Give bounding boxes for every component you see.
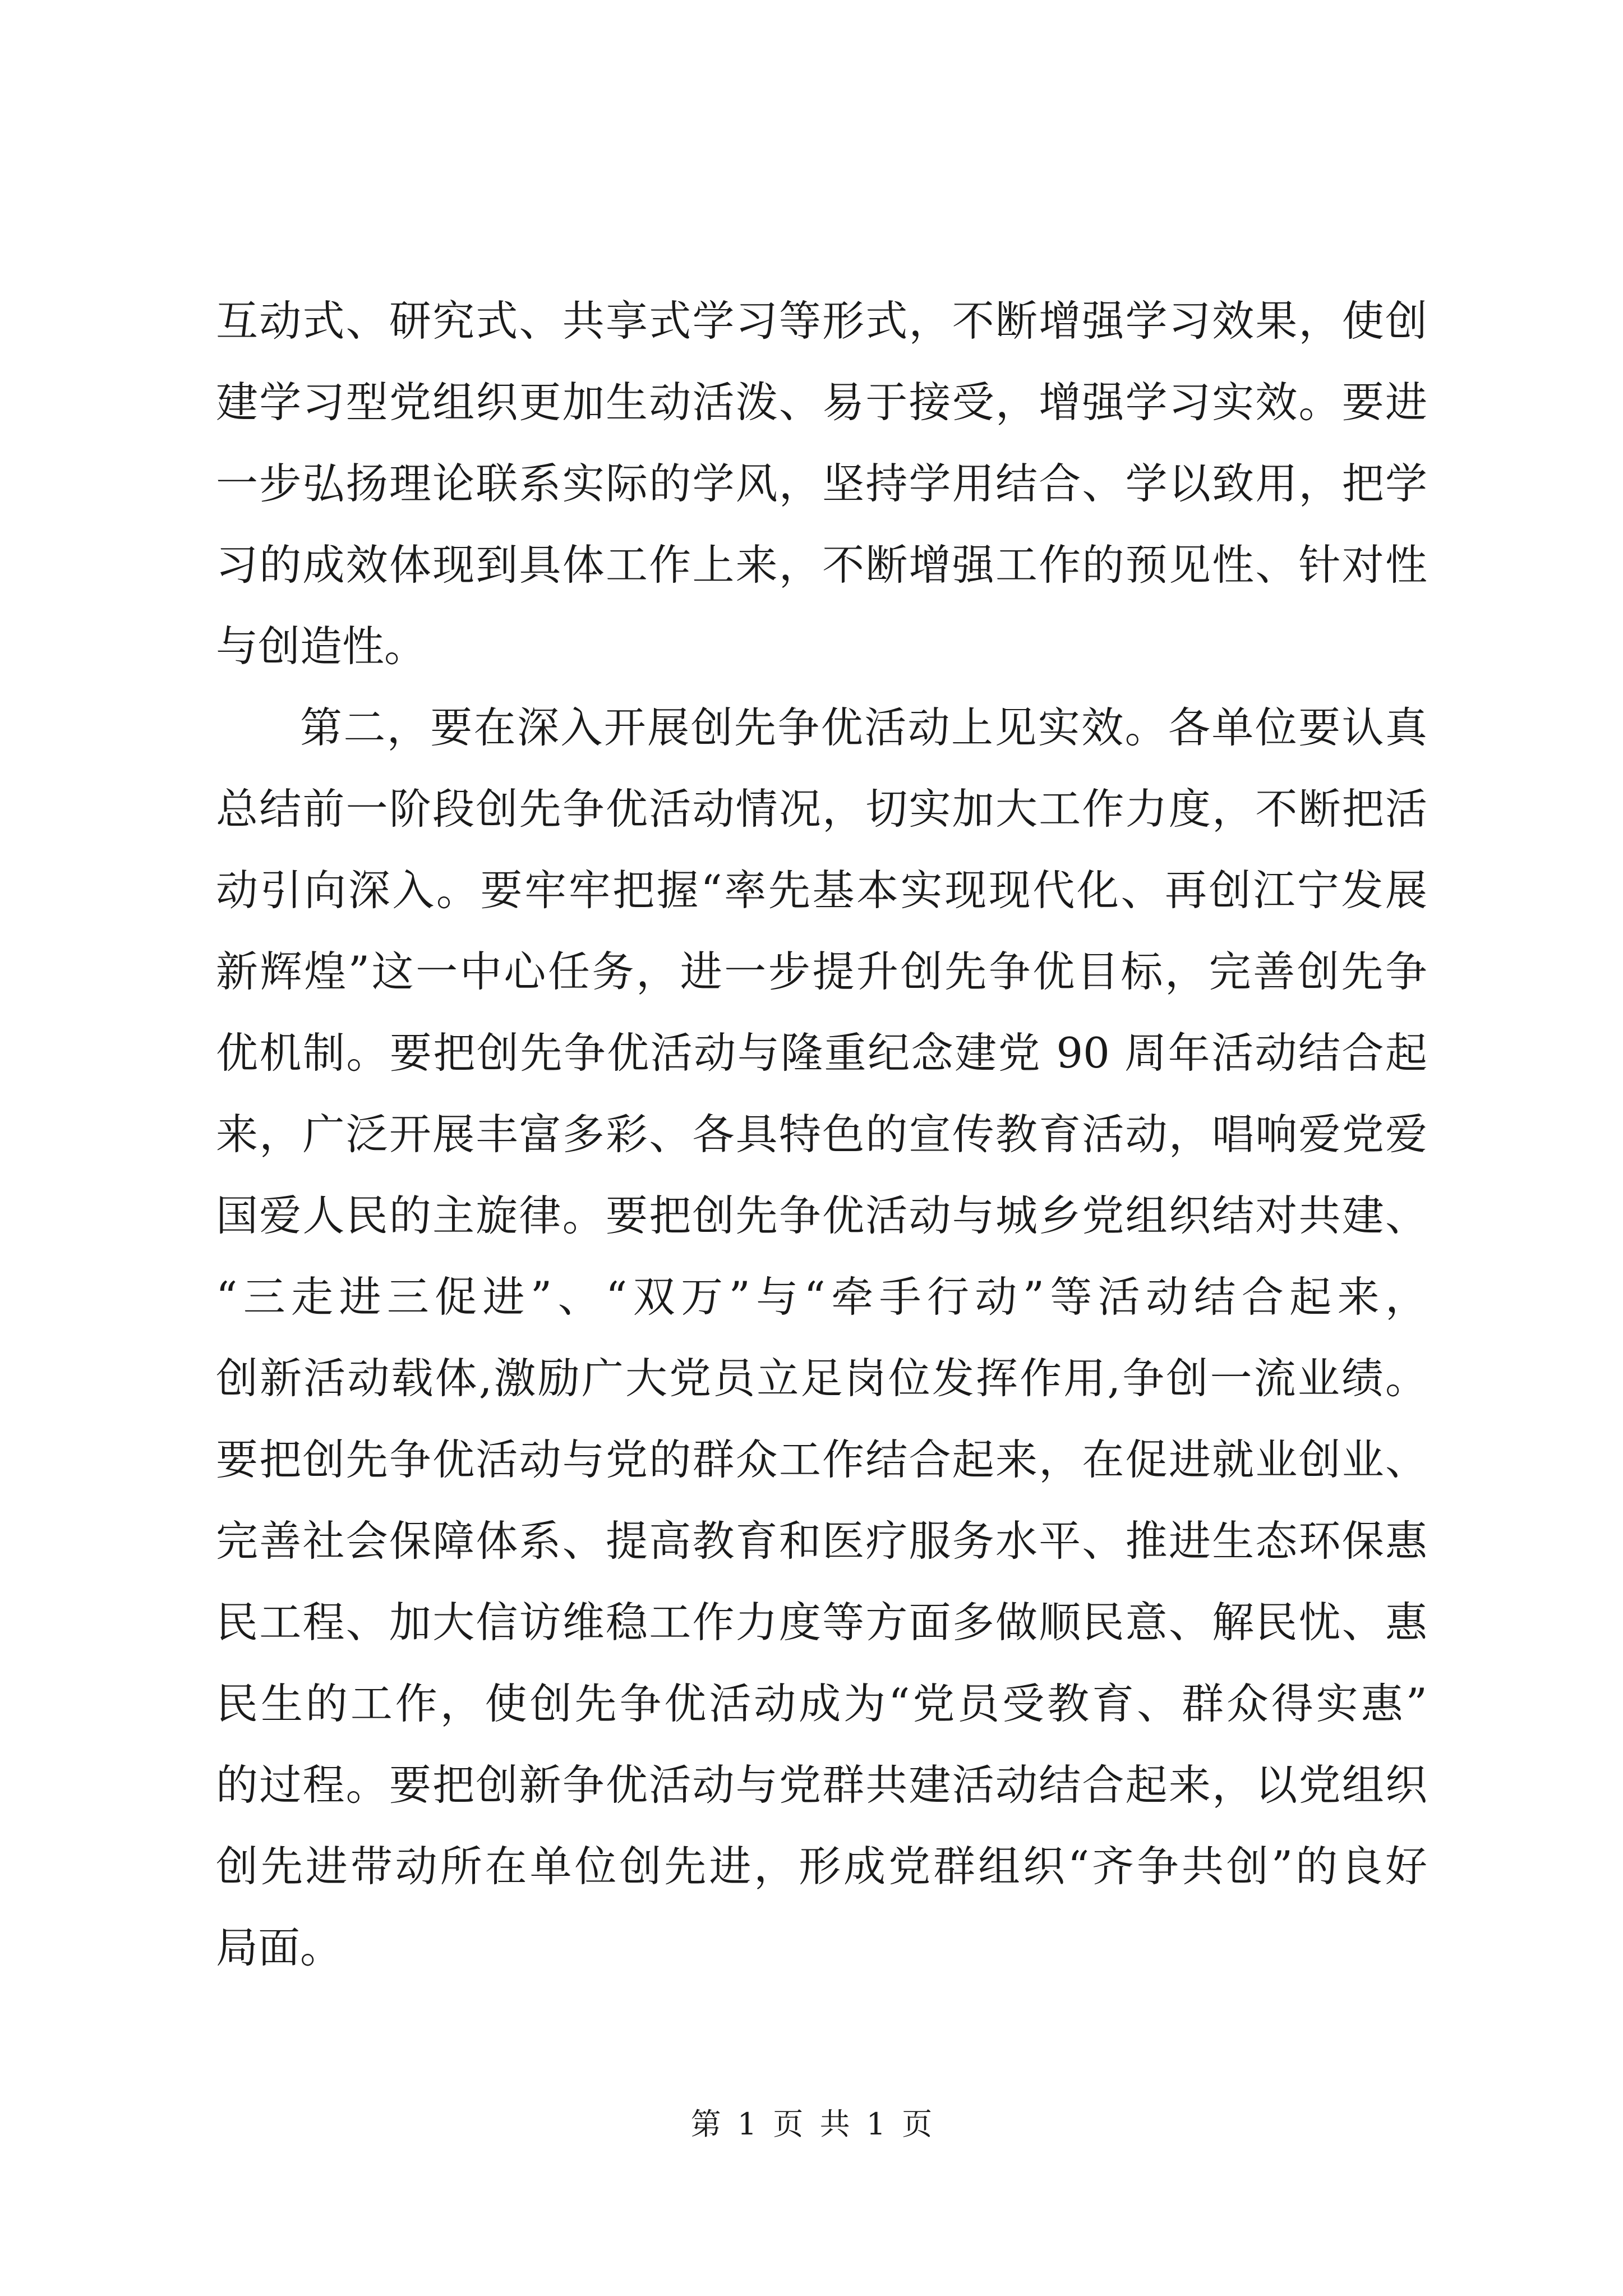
text-line: 民生的工作，使创先争优活动成为“党员受教育、群众得实惠” bbox=[216, 1679, 1427, 1728]
text-line: 第二，要在深入开展创先争优活动上见实效。各单位要认真 bbox=[300, 703, 1427, 752]
paragraph bbox=[216, 687, 1427, 1989]
text-line: 建学习型党组织更加生动活泼、易于接受，增强学习实效。要进 bbox=[216, 378, 1427, 427]
page-footer: 第 1 页 共 1 页 bbox=[690, 2106, 933, 2142]
text-line: 创新活动载体,激励广大党员立足岗位发挥作用,争创一流业绩。 bbox=[216, 1354, 1427, 1403]
text-line: 优机制。要把创先争优活动与隆重纪念建党 90 周年活动结合起 bbox=[216, 1028, 1427, 1078]
text-line: 局面。 bbox=[216, 1923, 343, 1972]
text-line: 来，广泛开展丰富多彩、各具特色的宣传教育活动，唱响爱党爱 bbox=[216, 1110, 1427, 1159]
text-line: 民工程、加大信访维稳工作力度等方面多做顺民意、解民忧、惠 bbox=[216, 1598, 1427, 1647]
text-line: 的过程。要把创新争优活动与党群共建活动结合起来，以党组织 bbox=[216, 1760, 1427, 1810]
text-line: 总结前一阶段创先争优活动情况，切实加大工作力度，不断把活 bbox=[216, 784, 1427, 834]
text-line: 创先进带动所在单位创先进，形成党群组织“齐争共创”的良好 bbox=[216, 1842, 1427, 1891]
text-line: 互动式、研究式、共享式学习等形式，不断增强学习效果，使创 bbox=[216, 296, 1427, 346]
body-text bbox=[216, 280, 1427, 1989]
text-line: 与创造性。 bbox=[216, 622, 427, 671]
text-line: “三走进三促进”、“双万”与“牵手行动”等活动结合起来， bbox=[216, 1272, 1427, 1322]
text-line: 新辉煌”这一中心任务，进一步提升创先争优目标，完善创先争 bbox=[216, 947, 1427, 996]
paragraph bbox=[216, 280, 1427, 687]
text-line: 一步弘扬理论联系实际的学风，坚持学用结合、学以致用，把学 bbox=[216, 459, 1427, 508]
text-line: 习的成效体现到具体工作上来，不断增强工作的预见性、针对性 bbox=[216, 540, 1427, 590]
text-line: 国爱人民的主旋律。要把创先争优活动与城乡党组织结对共建、 bbox=[216, 1191, 1427, 1240]
text-line: 动引向深入。要牢牢把握“率先基本实现现代化、再创江宁发展 bbox=[216, 866, 1427, 915]
text-line: 要把创先争优活动与党的群众工作结合起来，在促进就业创业、 bbox=[216, 1435, 1427, 1484]
text-line: 完善社会保障体系、提高教育和医疗服务水平、推进生态环保惠 bbox=[216, 1516, 1427, 1566]
